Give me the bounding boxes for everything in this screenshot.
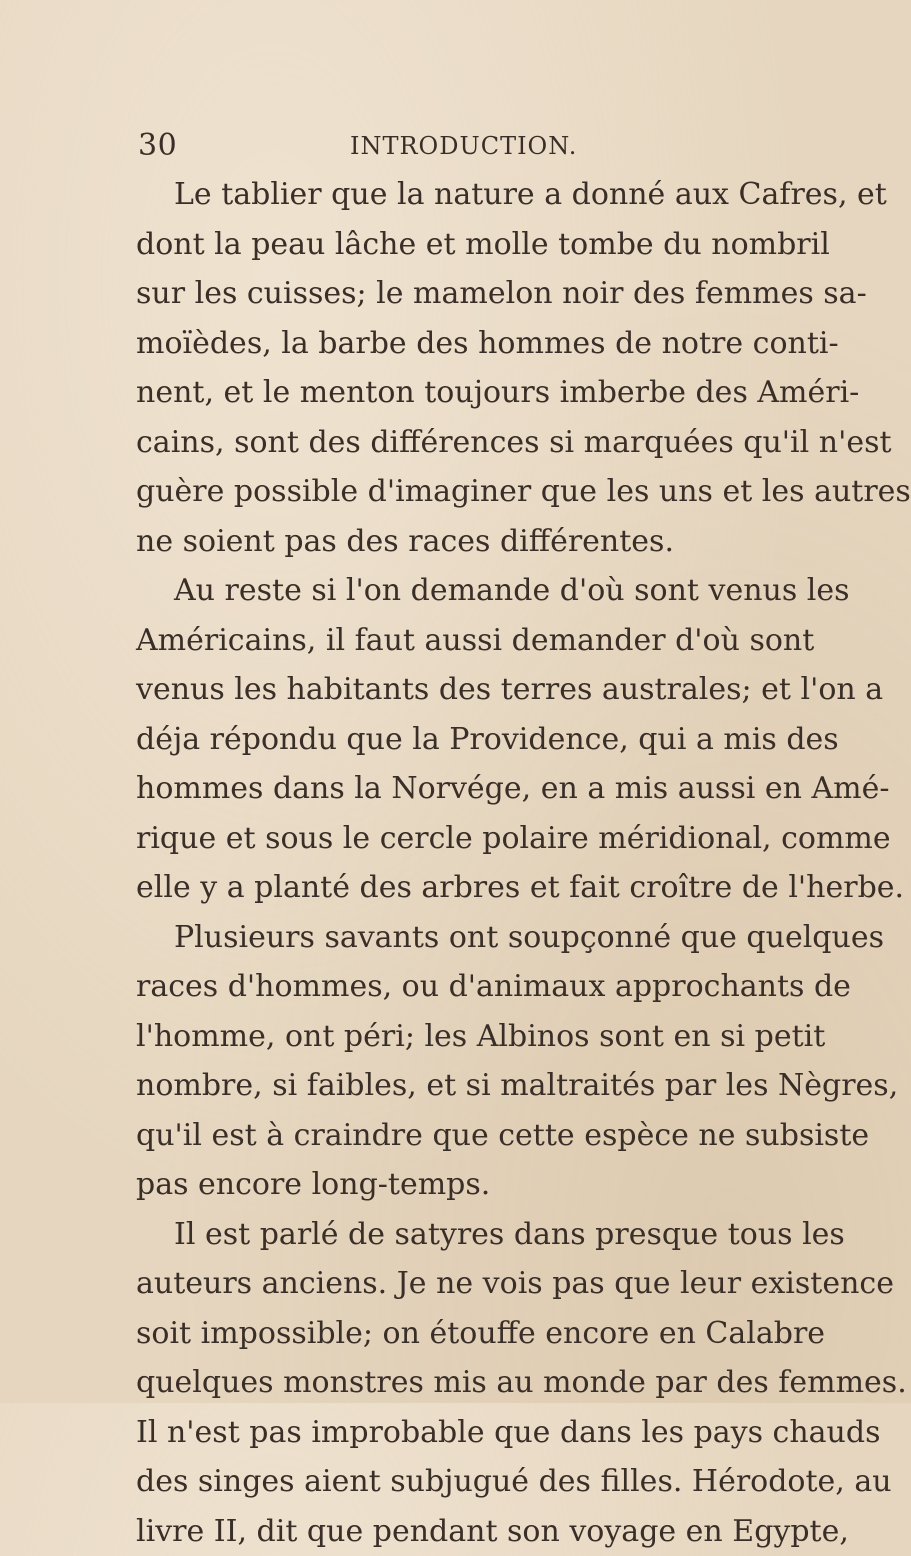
running-title: INTRODUCTION. <box>350 132 577 160</box>
text-line: qu'il est à craindre que cette espèce ne subsiste <box>136 1111 740 1161</box>
text-line: moïèdes, la barbe des hommes de notre conti- <box>136 319 740 369</box>
body-text <box>136 170 740 1556</box>
text-line: auteurs anciens. Je ne vois pas que leur existence <box>136 1259 740 1309</box>
text-line: nombre, si faibles, et si maltraités par les Nègres, <box>136 1061 740 1111</box>
text-line: rique et sous le cercle polaire méridional, comme <box>136 814 740 864</box>
text-line: Il est parlé de satyres dans presque tous les <box>136 1210 740 1260</box>
text-line: soit impossible; on étouffe encore en Calabre <box>136 1309 740 1359</box>
text-line: Il n'est pas improbable que dans les pays chauds <box>136 1408 740 1458</box>
text-line: sur les cuisses; le mamelon noir des femmes sa- <box>136 269 740 319</box>
text-line: venus les habitants des terres australes; et l'on a <box>136 665 740 715</box>
text-line: l'homme, ont péri; les Albinos sont en si petit <box>136 1012 740 1062</box>
running-head <box>138 128 738 168</box>
text-line: livre II, dit que pendant son voyage en Egypte, <box>136 1507 740 1556</box>
text-line: déja répondu que la Providence, qui a mis des <box>136 715 740 765</box>
text-line: Le tablier que la nature a donné aux Cafres, et <box>136 170 740 220</box>
text-line: ne soient pas des races différentes. <box>136 517 740 567</box>
text-line: elle y a planté des arbres et fait croître de l'herbe. <box>136 863 740 913</box>
text-line: nent, et le menton toujours imberbe des Améri- <box>136 368 740 418</box>
text-line: Américains, il faut aussi demander d'où sont <box>136 616 740 666</box>
text-line: quelques monstres mis au monde par des femmes. <box>136 1358 740 1408</box>
text-line: des singes aient subjugué des filles. Hérodote, au <box>136 1457 740 1507</box>
text-line: dont la peau lâche et molle tombe du nombril <box>136 220 740 270</box>
text-line: guère possible d'imaginer que les uns et les autres <box>136 467 740 517</box>
page-number: 30 <box>138 128 177 163</box>
text-line: hommes dans la Norvége, en a mis aussi en Amé- <box>136 764 740 814</box>
text-line: cains, sont des différences si marquées qu'il n'est <box>136 418 740 468</box>
text-line: pas encore long-temps. <box>136 1160 740 1210</box>
text-line: Plusieurs savants ont soupçonné que quelques <box>136 913 740 963</box>
text-line: races d'hommes, ou d'animaux approchants de <box>136 962 740 1012</box>
text-line: Au reste si l'on demande d'où sont venus les <box>136 566 740 616</box>
